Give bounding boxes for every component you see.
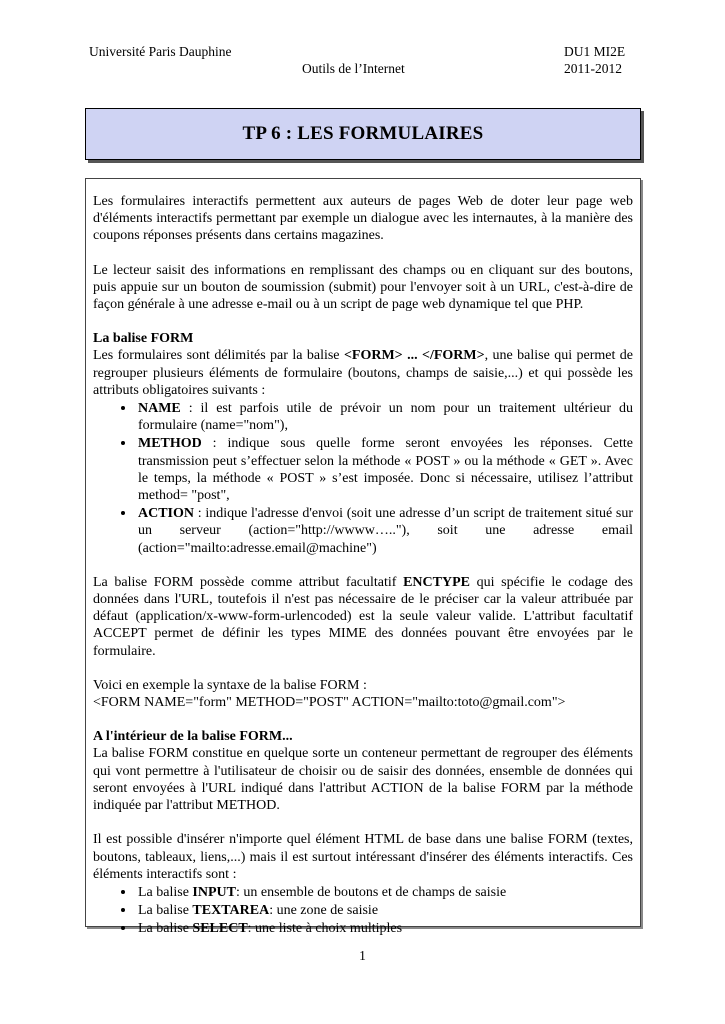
form-tag-code: <FORM> ... </FORM> xyxy=(343,348,485,364)
title-box xyxy=(85,108,641,160)
content-box xyxy=(85,178,641,937)
list-item: • ACTION : indique l'adresse d'envoi (soit une adresse d’un script de traitement situé sur un serveur (action="http://wwww….."), soit une adresse email (action="mailto:adresse.email@machine") xyxy=(136,504,633,557)
interactive-elements-list xyxy=(93,883,633,938)
page-title: TP 6 : LES FORMULAIRES xyxy=(242,123,484,144)
list-item: • La balise SELECT: une liste à choix multiples xyxy=(136,919,633,937)
example-code: <FORM NAME="form" METHOD="POST" ACTION="mailto:toto@gmail.com"> xyxy=(93,695,566,711)
list-item: • METHOD : indique sous quelle forme seront envoyées les réponses. Cette transmission peut s’effectuer selon la méthode « POST » ou la méthode « GET ». Avec le temps, la méthode « POST » s’est imposée. Donc si nécessaire, utilisez l’attribut method= "post", xyxy=(136,434,633,504)
example-paragraph xyxy=(93,677,633,711)
inside-paragraph-1: La balise FORM constitue en quelque sorte un conteneur permettant de regrouper des éléments qui vont permettre à l'utilisateur de choisir ou de saisir des données, ensemble de données qui seront envoyées à l'URL indiqué dans l'attribut ACTION de la balise FORM par la méthode indiquée par l'attribut METHOD. xyxy=(93,746,633,814)
header-course-name: Outils de l’Internet xyxy=(302,61,405,76)
header-university: Université Paris Dauphine xyxy=(89,44,232,59)
enctype-paragraph: La balise FORM possède comme attribut facultatif ENCTYPE qui spécifie le codage des données dans l'URL, toutefois il n'est pas nécessaire de le préciser car la valeur attribuée par défaut (application/x-www-form-urlencoded) est la seule valeur valide. L'attribut facultatif ACCEPT permet de définir les types MIME des données pouvant être envoyées par le formulaire. xyxy=(93,574,634,659)
form-intro-paragraph: Les formulaires sont délimités par la balise <FORM> ... </FORM>, une balise qui permet de regrouper plusieurs éléments de formulaire (boutons, champs de saisie,...) et qui possède les attributs obligatoires suivants : xyxy=(93,348,633,398)
inside-section-heading: A l'intérieur de la balise FORM... xyxy=(93,729,293,745)
header-year: 2011-2012 xyxy=(564,61,622,76)
form-section-heading: La balise FORM xyxy=(93,331,194,347)
example-intro: Voici en exemple la syntaxe de la balise FORM : xyxy=(93,677,367,693)
inside-paragraph-2: Il est possible d'insérer n'importe quel élément HTML de base dans une balise FORM (textes, boutons, tableaux, liens,...) mais il est surtout intéressant d'insérer des éléments interactifs. Ces éléments interactifs sont : xyxy=(93,832,633,882)
page-number: 1 xyxy=(359,948,366,963)
list-item: • La balise INPUT: un ensemble de boutons et de champs de saisie xyxy=(136,883,633,901)
intro-paragraph-2: Le lecteur saisit des informations en remplissant des champs ou en cliquant sur des boutons, puis appuie sur un bouton de soumission (submit) pour l'envoyer soit à un URL, c'est-à-dire de façon générale à une adresse e-mail ou à un script de page web dynamique tel que PHP. xyxy=(93,262,633,313)
list-item: • NAME : il est parfois utile de prévoir un nom pour un traitement ultérieur du formulaire (name="nom"), xyxy=(136,399,633,434)
intro-paragraph-1: Les formulaires interactifs permettent aux auteurs de pages Web de doter leur page web d'éléments interactifs permettant par exemple un dialogue avec les internautes, à la manière des coupons réponses présents dans certains magazines. xyxy=(93,194,633,244)
list-item: • La balise TEXTAREA: une zone de saisie xyxy=(136,901,633,919)
form-attributes-list xyxy=(93,399,633,557)
header-course-code: DU1 MI2E xyxy=(564,44,626,59)
